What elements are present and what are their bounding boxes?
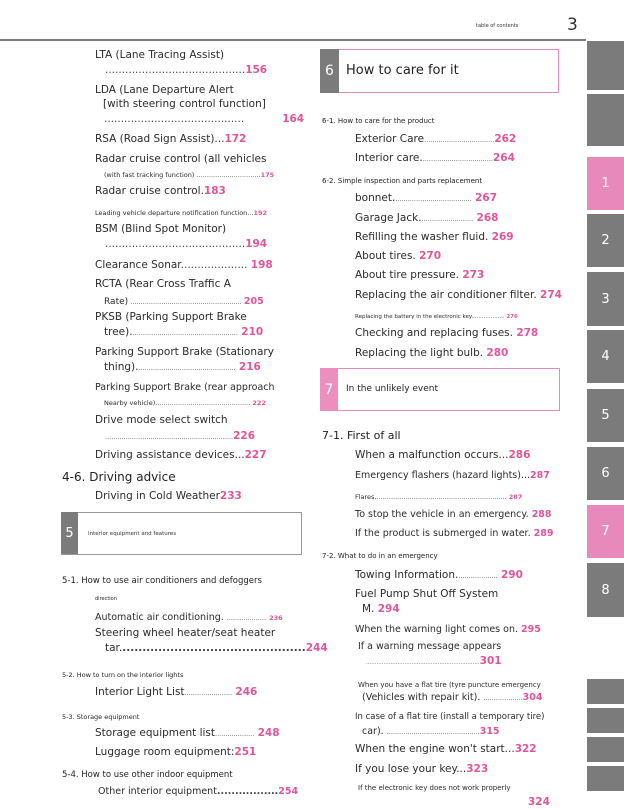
chapter-7-number: 7 xyxy=(320,368,338,411)
toc-entry-bsm-page[interactable] xyxy=(105,238,267,251)
page-ref: 244 xyxy=(305,642,328,654)
page-ref: 246 xyxy=(235,686,258,698)
dot-leader: .................................. xyxy=(424,136,495,144)
section-5-3-title[interactable]: 5-3. Storage equipment xyxy=(62,713,140,721)
page-ref: 236 xyxy=(269,614,283,622)
toc-entry-interior-care[interactable] xyxy=(355,152,515,166)
tab-chapter-4[interactable]: 4 xyxy=(587,330,624,383)
toc-entry-exterior-care[interactable] xyxy=(355,133,516,147)
chapter-7-title: In the unlikely event xyxy=(346,384,439,394)
page-ref: 156 xyxy=(245,64,268,76)
entry-label: (with fast tracking function) xyxy=(104,171,195,179)
entry-label: car). xyxy=(362,726,384,737)
toc-entry-towing[interactable] xyxy=(355,569,523,583)
toc-entry-flat-tire-kit-line2[interactable] xyxy=(362,691,543,705)
page-ref: 183 xyxy=(203,185,226,197)
entry-label: Checking and replacing fuses. xyxy=(355,327,513,339)
page-ref: 262 xyxy=(494,133,517,145)
entry-label: Refilling the washer fluid. xyxy=(355,231,489,243)
page-ref: 278 xyxy=(516,327,539,339)
toc-entry-steering-heater-line2[interactable] xyxy=(105,642,328,655)
dot-leader: ................... xyxy=(226,614,267,622)
entry-label: RCTA (Rear Cross Traffic A xyxy=(95,278,231,290)
toc-entry-light-bulb[interactable] xyxy=(355,347,508,360)
entry-label: PKSB (Parking Support Brake xyxy=(95,311,247,323)
tab-blank-2[interactable] xyxy=(587,94,624,146)
page-ref: 210 xyxy=(241,326,264,338)
toc-entry-rcta-line2[interactable] xyxy=(104,295,264,309)
page-ref: 290 xyxy=(500,569,523,581)
entry-label: Steering wheel heater/seat heater xyxy=(95,627,276,639)
tab-chapter-7[interactable]: 7 xyxy=(587,505,624,558)
toc-entry-garage-jack[interactable] xyxy=(355,212,498,226)
entry-label: [with steering control function] xyxy=(103,98,266,110)
entry-label: (Vehicles with repair kit). xyxy=(362,692,481,703)
toc-entry-warning-light[interactable] xyxy=(355,623,541,636)
dot-leader: ................... xyxy=(458,572,498,580)
entry-label: Luggage room equipment: xyxy=(95,746,235,758)
section-5-1-title[interactable]: 5-1. How to use air conditioners and defoggers xyxy=(62,576,262,586)
toc-entry-steering-heater[interactable] xyxy=(95,627,275,640)
page-ref: 216 xyxy=(238,361,261,373)
toc-entry-about-tires[interactable] xyxy=(355,250,441,263)
dot-leader: ....................... xyxy=(184,689,233,697)
entry-label: Interior care. xyxy=(355,152,423,164)
toc-entry-temp-tire[interactable] xyxy=(355,711,544,724)
header-rule xyxy=(0,39,586,41)
page-ref: 194 xyxy=(245,238,268,250)
tab-blank-1[interactable] xyxy=(587,41,624,90)
entry-label: Clearance Sonar xyxy=(95,259,181,271)
dot-leader: ................... xyxy=(483,694,523,702)
dot-leader: ...................................................... xyxy=(130,298,242,306)
entry-label: About tires. xyxy=(355,250,416,262)
entry-label: Nearby vehicle) xyxy=(104,399,156,407)
page-ref: 164 xyxy=(282,113,305,125)
page-ref: 273 xyxy=(462,269,485,281)
entry-label: Exterior Care xyxy=(355,133,425,145)
dot-leader: .................... xyxy=(180,259,248,271)
tab-index-2[interactable] xyxy=(587,708,624,733)
page-ref: 264 xyxy=(492,152,515,164)
tab-chapter-6[interactable]: 6 xyxy=(587,447,624,500)
entry-label: Driving in Cold Weather xyxy=(95,490,220,502)
entry-label: Rate) xyxy=(104,297,129,307)
entry-label: BSM (Blind Spot Monitor) xyxy=(95,223,227,235)
entry-label: Automatic air conditioning. xyxy=(95,612,224,623)
section-7-2-title[interactable]: 7-2. What to do in an emergency xyxy=(322,552,438,560)
toc-entry-fuses[interactable] xyxy=(355,327,538,340)
tab-index-1[interactable] xyxy=(587,679,624,704)
toc-entry-hazard[interactable] xyxy=(355,469,550,482)
tab-chapter-5[interactable]: 5 xyxy=(587,389,624,442)
entry-label: Driving assistance devices... xyxy=(95,449,245,461)
entry-label: Replacing the air conditioner filter. xyxy=(355,289,537,301)
page-ref: 315 xyxy=(479,726,500,737)
toc-entry-key-not-working-page[interactable] xyxy=(528,796,550,809)
toc-entry-key-battery[interactable] xyxy=(355,311,518,324)
page-ref: 295 xyxy=(521,624,541,635)
toc-entry-storage-list[interactable] xyxy=(95,727,280,741)
entry-label: M. xyxy=(362,603,375,615)
dot-leader: ............................... xyxy=(196,171,261,179)
dot-leader: .......................................... xyxy=(105,238,246,250)
entry-label: tree). xyxy=(104,326,133,338)
entry-label: Garage Jack. xyxy=(355,212,422,224)
entry-label: Replacing the light bulb. xyxy=(355,347,484,359)
toc-entry-fuel-pump-line2[interactable] xyxy=(362,603,400,616)
tab-index-3[interactable] xyxy=(587,737,624,762)
entry-label: bonnet. xyxy=(355,192,396,204)
tab-chapter-1[interactable]: 1 xyxy=(587,157,624,210)
page-ref: 251 xyxy=(234,746,257,758)
toc-entry-lda-page[interactable] xyxy=(104,113,304,126)
toc-entry-malfunction[interactable] xyxy=(355,449,530,462)
dot-leader: .................................. xyxy=(422,155,493,163)
toc-entry-psb-rear[interactable] xyxy=(95,381,275,394)
section-4-6-title[interactable]: 4-6. Driving advice xyxy=(62,470,176,484)
entry-label: Parking Support Brake (Stationary xyxy=(95,346,274,358)
entry-label: When the warning light comes on. xyxy=(355,624,519,635)
toc-entry-lose-key[interactable] xyxy=(355,763,488,776)
section-5-1-note: direction xyxy=(95,596,117,602)
page-ref: 294 xyxy=(377,603,400,615)
dot-leader: .................. xyxy=(473,314,505,320)
dot-leader: ............................................. xyxy=(386,728,480,736)
page-ref: 322 xyxy=(514,743,537,755)
page-ref: 288 xyxy=(531,509,552,520)
entry-label: thing). xyxy=(104,361,139,373)
entry-label: When you have a flat tire (tyre puncture emergency xyxy=(358,681,541,689)
toc-entry-tire-pressure[interactable] xyxy=(355,269,484,282)
toc-entry-cold-weather[interactable] xyxy=(95,490,242,503)
page-ref: 286 xyxy=(508,449,531,461)
page-ref: 233 xyxy=(219,490,242,502)
chapter-5-title: Interior equipment and features xyxy=(88,531,177,537)
toc-entry-luggage[interactable] xyxy=(95,746,256,759)
toc-entry-flares[interactable] xyxy=(355,491,522,504)
toc-entry-pksb[interactable] xyxy=(95,311,247,324)
entry-label: About tire pressure. xyxy=(355,269,459,281)
toc-entry-psb-rear-line2[interactable] xyxy=(104,397,266,410)
toc-entry-radar-all[interactable] xyxy=(95,153,267,166)
toc-entry-drive-mode[interactable] xyxy=(95,414,228,427)
toc-entry-rsa[interactable] xyxy=(95,133,246,146)
dot-leader: .......................................... xyxy=(105,64,246,76)
toc-entry-rcta[interactable] xyxy=(95,278,231,291)
page-ref: 323 xyxy=(466,763,489,775)
section-7-1-title[interactable]: 7-1. First of all xyxy=(322,429,401,442)
entry-label: Flares. xyxy=(355,493,377,501)
section-5-2-title[interactable]: 5-2. How to turn on the interior lights xyxy=(62,671,184,679)
entry-label: Replacing the battery in the electronic key. xyxy=(355,314,474,320)
entry-label: Radar cruise control. xyxy=(95,185,204,197)
page-ref: 227 xyxy=(244,449,267,461)
toc-entry-interior-light[interactable] xyxy=(95,686,257,700)
entry-label: Leading vehicle departure notification function... xyxy=(95,209,254,217)
toc-entry-auto-ac[interactable] xyxy=(95,611,283,625)
page-ref: 172 xyxy=(224,133,247,145)
tab-chapter-2[interactable]: 2 xyxy=(587,214,624,267)
entry-label: LDA (Lane Departure Alert xyxy=(95,84,234,96)
page-ref: 324 xyxy=(528,796,550,808)
toc-entry-leading[interactable] xyxy=(95,207,267,220)
entry-label: If a warning message appears xyxy=(358,641,502,652)
toc-entry-lta-page[interactable] xyxy=(105,64,267,77)
page-ref: 289 xyxy=(533,528,554,539)
entry-label: Parking Support Brake (rear approach xyxy=(95,382,275,393)
toc-entry-stop-emergency[interactable] xyxy=(355,508,552,521)
page-ref: 198 xyxy=(250,259,273,271)
page-ref: 287 xyxy=(508,493,523,501)
section-6-1-title[interactable]: 6-1. How to care for the product xyxy=(322,117,435,125)
dot-leader: ............................................................... xyxy=(376,493,507,501)
page-ref: 222 xyxy=(252,399,266,407)
page-ref: 274 xyxy=(540,289,562,301)
page-ref: 269 xyxy=(491,231,514,243)
dot-leader: .......................................... xyxy=(104,113,245,125)
section-5-4-title[interactable]: 5-4. How to use other indoor equipment xyxy=(62,770,233,780)
entry-label: tar. xyxy=(105,642,123,654)
entry-label: In case of a flat tire (install a temporary tire) xyxy=(355,712,545,722)
toc-entry-warning-message[interactable] xyxy=(358,640,501,653)
toc-entry-ac-filter[interactable] xyxy=(355,289,562,302)
toc-entry-psb-stationary[interactable] xyxy=(95,346,274,359)
toc-entry-bsm[interactable] xyxy=(95,223,226,236)
tab-index-4[interactable] xyxy=(587,766,624,791)
entry-label: Radar cruise control (all vehicles xyxy=(95,153,267,165)
dot-leader: ................................................... xyxy=(132,329,238,337)
toc-entry-lda-line2[interactable] xyxy=(103,98,266,111)
entry-label: RSA (Road Sign Assist)... xyxy=(95,133,225,145)
toc-entry-fuel-pump[interactable] xyxy=(355,588,498,601)
toc-entry-bonnet[interactable] xyxy=(355,192,497,206)
page-ref: 276 xyxy=(506,314,518,320)
page-ref: 205 xyxy=(243,296,264,307)
toc-entry-washer-fluid[interactable] xyxy=(355,231,514,244)
toc-entry-radar-all-line2[interactable] xyxy=(104,169,274,182)
dot-leader: .............................................................. xyxy=(105,433,234,441)
entry-label: Drive mode select switch xyxy=(95,414,228,426)
page-ref: 270 xyxy=(419,250,442,262)
page-ref: 267 xyxy=(475,192,498,204)
toc-entry-lda[interactable] xyxy=(95,84,234,97)
dot-leader: ................... xyxy=(215,730,255,738)
page-ref: 301 xyxy=(479,655,502,667)
chapter-5-number: 5 xyxy=(61,512,78,554)
toc-entry-psb-stationary-line2[interactable] xyxy=(104,361,261,375)
page-ref: 226 xyxy=(233,430,256,442)
chapter-6-title: How to care for it xyxy=(346,63,459,78)
toc-entry-key-not-working[interactable] xyxy=(358,782,510,795)
entry-label: Interior Light List xyxy=(95,686,185,698)
dot-leader: ................................................................. xyxy=(366,660,480,666)
toc-entry-temp-tire-line2[interactable] xyxy=(362,725,500,739)
dot-leader: ............................................... xyxy=(138,364,236,372)
toc-entry-drive-mode-page[interactable] xyxy=(105,430,255,444)
toc-entry-sonar[interactable] xyxy=(95,259,273,272)
page-number: 3 xyxy=(567,15,578,35)
entry-label: Fuel Pump Shut Off System xyxy=(355,588,499,600)
tab-chapter-8[interactable]: 8 xyxy=(587,563,624,617)
entry-label: If you lose your key... xyxy=(355,763,467,775)
toc-entry-pksb-line2[interactable] xyxy=(104,326,263,340)
entry-label: When the engine won't start... xyxy=(355,743,515,755)
dot-leader: ................. xyxy=(216,786,279,797)
entry-label: LTA (Lane Tracing Assist) xyxy=(95,49,225,61)
toc-entry-lta[interactable] xyxy=(95,49,224,62)
dot-leader: ......................... xyxy=(421,215,474,223)
page-ref: 280 xyxy=(486,347,509,359)
section-6-2-title[interactable]: 6-2. Simple inspection and parts replacement xyxy=(322,177,483,185)
toc-entry-assist-devices[interactable] xyxy=(95,449,267,462)
entry-label: If the product is submerged in water. xyxy=(355,528,531,539)
page-ref: 175 xyxy=(260,171,275,179)
entry-label: When a malfunction occurs... xyxy=(355,449,509,461)
entry-label: To stop the vehicle in an emergency. xyxy=(355,509,529,520)
dot-leader: .............................................. xyxy=(122,642,306,654)
toc-entry-radar[interactable] xyxy=(95,185,226,198)
page-ref: 304 xyxy=(522,692,543,703)
page-ref: 254 xyxy=(278,786,299,797)
page-ref: 248 xyxy=(257,727,280,739)
entry-label: If the electronic key does not work properly xyxy=(358,784,511,792)
tab-chapter-3[interactable]: 3 xyxy=(587,272,624,326)
entry-label: Towing Information. xyxy=(355,569,459,581)
entry-label: Other interior equipment xyxy=(98,786,217,797)
toc-entry-submerged[interactable] xyxy=(355,527,553,540)
toc-entry-other-interior[interactable] xyxy=(98,785,298,798)
dot-leader: ..................................... xyxy=(395,195,472,203)
dot-leader: .............................................. xyxy=(155,399,251,407)
page-ref: 287 xyxy=(530,470,550,481)
page-ref: 268 xyxy=(476,212,499,224)
page-ref: 192 xyxy=(253,209,268,217)
toc-entry-engine-wont-start[interactable] xyxy=(355,743,537,756)
entry-label: Storage equipment list xyxy=(95,727,216,739)
chapter-6-number: 6 xyxy=(320,49,339,93)
toc-entry-warning-message-page[interactable] xyxy=(366,655,502,670)
header-label: table of contents xyxy=(476,23,519,29)
entry-label: Emergency flashers (hazard lights)... xyxy=(355,470,531,481)
